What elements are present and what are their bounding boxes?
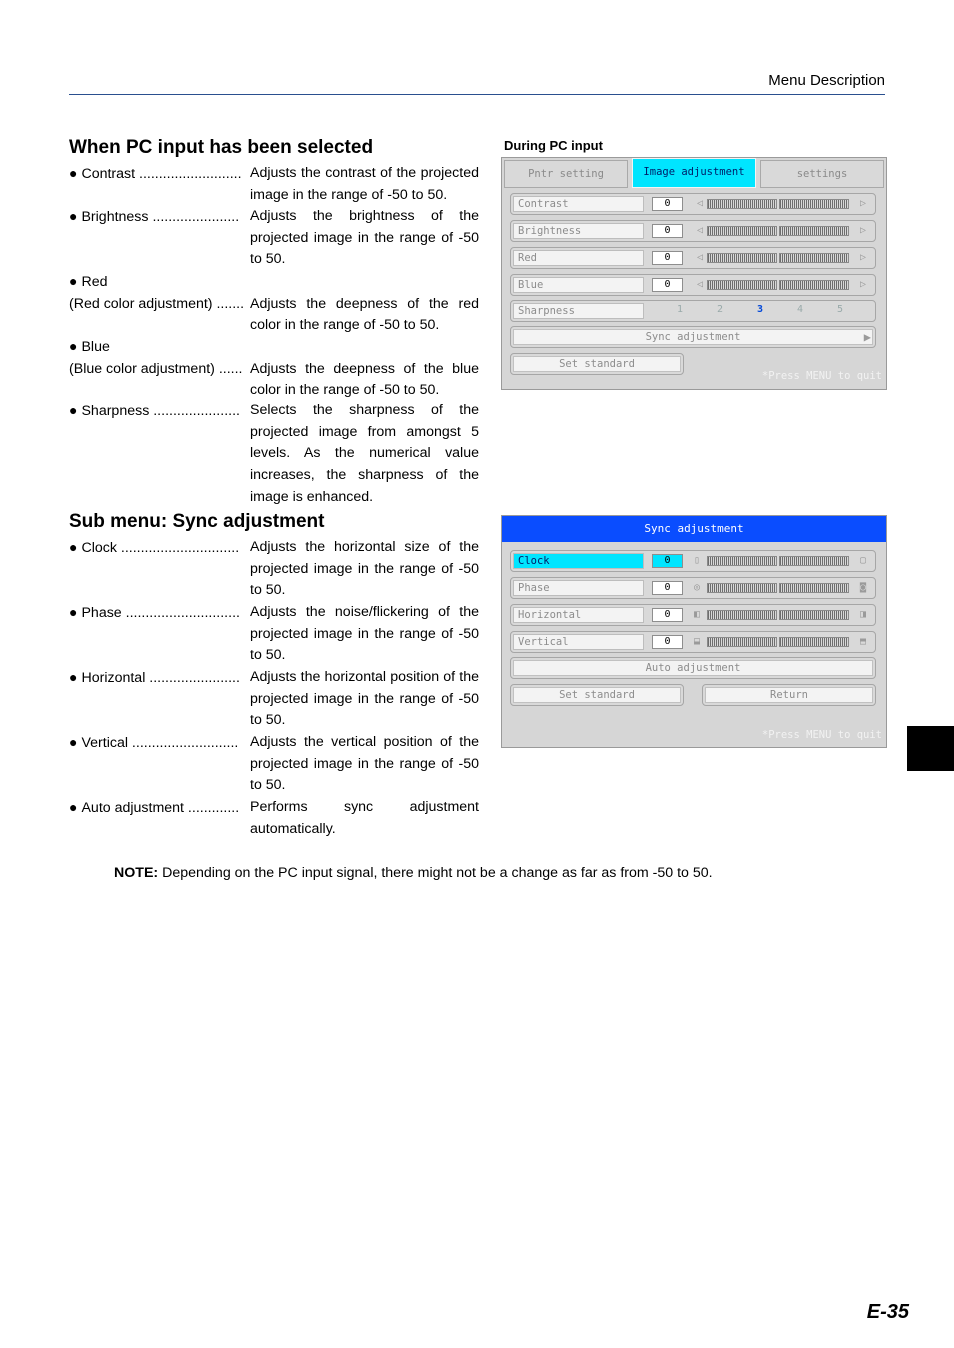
desc-horizontal: Adjusts the horizontal position of the projected image in the range of -50 to 50. [250,669,479,729]
level-bar [707,556,777,566]
phase-decrease-icon[interactable]: ◎ [693,582,701,593]
row-label: Contrast [513,196,644,212]
desc-auto-adjustment: Performs sync adjustment automatically. [250,799,479,837]
chapter-tab-marker [907,726,954,771]
desc-blue: Adjusts the deepness of the blue color in the range of -50 to 50. [250,360,479,399]
level-bar [779,610,849,620]
term-red: (Red color adjustment) ....... [69,295,245,312]
arrow-left-icon[interactable]: ◁ [696,279,704,290]
row-label: Blue [513,277,644,293]
level-bar [779,199,849,209]
definition-clock [69,537,479,602]
menu-row-phase[interactable] [510,577,876,599]
level-bar [779,583,849,593]
level-bar [779,556,849,566]
row-label: Horizontal [513,607,644,623]
term-clock: ● Clock .............................. [69,539,240,556]
row-label: Red [513,250,644,266]
shift-right-icon[interactable]: ◨ [859,609,867,620]
row-value: 0 [652,635,683,649]
sharpness-level-5[interactable]: 5 [837,304,844,315]
row-value: 0 [652,608,683,622]
menu-row-brightness[interactable] [510,220,876,242]
sharpness-level-2[interactable]: 2 [717,304,724,315]
set-standard-button[interactable] [510,353,684,375]
row-label: Clock [513,553,644,569]
menu-title: Sync adjustment [502,516,886,542]
set-standard-button[interactable] [510,684,684,706]
clock-increase-icon[interactable]: ▢ [859,555,867,566]
desc-phase: Adjusts the noise/flickering of the projected image in the range of -50 to 50. [250,604,479,664]
section-title-pc-input: When PC input has been selected [69,137,374,158]
desc-brightness: Adjusts the brightness of the projected image in the range of -50 to 50. [250,208,479,268]
menu-row-sharpness[interactable] [510,300,876,322]
figure-caption: During PC input [504,138,603,153]
definition-brightness [69,206,479,271]
sync-adjustment-menu [501,515,887,748]
auto-adjustment-button[interactable] [510,657,876,679]
definition-red [69,271,479,337]
menu-row-clock[interactable] [510,550,876,572]
term-contrast: ● Contrast .......................... [69,165,242,182]
term-sharpness: ● Sharpness ...................... [69,402,240,419]
running-header: Menu Description [768,72,885,89]
arrow-right-icon[interactable]: ▷ [859,225,867,236]
desc-clock: Adjusts the horizontal size of the projected image in the range of -50 to 50. [250,539,479,599]
clock-decrease-icon[interactable]: ▯ [693,555,701,566]
shift-left-icon[interactable]: ◧ [693,609,701,620]
arrow-right-icon[interactable]: ▷ [859,279,867,290]
row-value: 0 [652,554,683,568]
term-blue: (Blue color adjustment) ...... [69,360,243,377]
level-bar [779,226,849,236]
menu-row-vertical[interactable] [510,631,876,653]
arrow-right-icon[interactable]: ▷ [859,252,867,263]
row-label: Phase [513,580,644,596]
arrow-left-icon[interactable]: ◁ [696,252,704,263]
term-vertical: ● Vertical ........................... [69,734,239,751]
return-button[interactable] [702,684,876,706]
definition-vertical [69,732,479,797]
level-bar [707,583,777,593]
head-red: ● Red [69,273,108,290]
level-bar [707,199,777,209]
tab-settings[interactable]: settings [760,160,884,188]
row-label: Sharpness [513,303,644,319]
definition-sharpness [69,400,479,509]
level-bar [707,280,777,290]
quit-hint: *Press MENU to quit [761,729,882,741]
definition-horizontal [69,667,479,732]
arrow-left-icon[interactable]: ◁ [696,198,704,209]
level-bar [707,610,777,620]
sharpness-level-1[interactable]: 1 [677,304,684,315]
arrow-right-icon: ▶ [863,330,871,344]
shift-up-icon[interactable]: ⬒ [859,636,867,647]
definition-phase [69,602,479,667]
definition-auto-adjustment [69,797,479,840]
note-text: Depending on the PC input signal, there might not be a change as far as from -50 to 50. [158,865,713,881]
row-value: 0 [652,224,683,238]
note-label: NOTE: [114,865,159,881]
page-number: E-35 [866,1301,909,1323]
section-title-sync: Sub menu: Sync adjustment [69,511,325,532]
level-bar [779,637,849,647]
term-horizontal: ● Horizontal ....................... [69,669,240,686]
arrow-left-icon[interactable]: ◁ [696,225,704,236]
desc-contrast: Adjusts the contrast of the projected image in the range of -50 to 50. [250,165,479,203]
definition-blue [69,336,479,402]
menu-row-blue[interactable] [510,274,876,296]
term-auto-adjustment: ● Auto adjustment ............. [69,799,240,816]
level-bar [707,226,777,236]
row-label: Brightness [513,223,644,239]
arrow-right-icon[interactable]: ▷ [859,198,867,209]
note [114,865,713,881]
term-phase: ● Phase ............................. [69,604,240,621]
row-value: 0 [652,581,683,595]
phase-increase-icon[interactable]: ◙ [859,582,867,593]
desc-vertical: Adjusts the vertical position of the projected image in the range of -50 to 50. [250,734,479,794]
button-label: Return [705,687,873,703]
header-rule [69,94,885,95]
row-value: 0 [652,278,683,292]
tab-pntr-setting[interactable]: Pntr setting [504,160,628,188]
level-bar [779,280,849,290]
head-blue: ● Blue [69,338,110,355]
menu-row-horizontal[interactable] [510,604,876,626]
level-bar [779,253,849,263]
sharpness-level-4[interactable]: 4 [797,304,804,315]
term-brightness: ● Brightness ...................... [69,208,240,225]
button-label: Set standard [513,687,681,703]
row-value: 0 [652,251,683,265]
button-label: Auto adjustment [513,660,873,676]
menu-row-red[interactable] [510,247,876,269]
desc-sharpness: Selects the sharpness of the projected image from amongst 5 levels. As the numerical value increases, the sharpness of the image is enhanced. [250,402,479,505]
tab-image-adjustment[interactable]: Image adjustment [632,158,756,188]
shift-down-icon[interactable]: ⬓ [693,636,701,647]
sync-adjustment-button[interactable] [510,326,876,348]
image-adjustment-menu [501,157,887,390]
row-label: Vertical [513,634,644,650]
definition-contrast [69,163,479,206]
row-value: 0 [652,197,683,211]
quit-hint: *Press MENU to quit [761,370,882,382]
button-label: Sync adjustment [513,329,873,345]
level-bar [707,253,777,263]
desc-red: Adjusts the deepness of the red color in the range of -50 to 50. [250,295,479,334]
sharpness-level-3[interactable]: 3 [757,304,764,315]
menu-row-contrast[interactable] [510,193,876,215]
level-bar [707,637,777,647]
button-label: Set standard [513,356,681,372]
